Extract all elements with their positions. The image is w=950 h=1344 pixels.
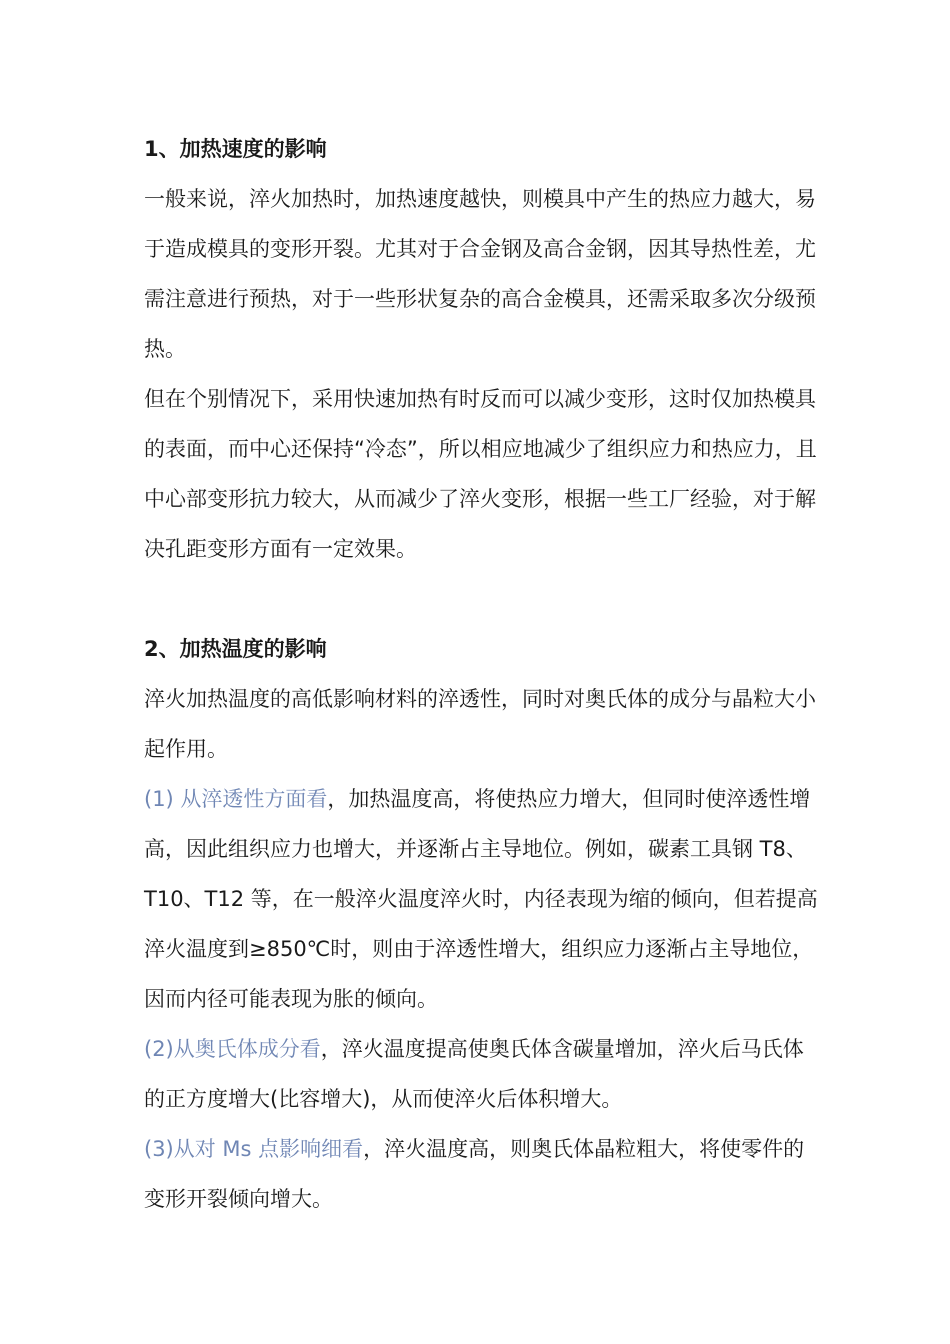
paragraph-heating-speed-1: 一般来说，淬火加热时，加热速度越快，则模具中产生的热应力越大，易于造成模具的变形开裂。尤其对于合金钢及高合金钢，因其导热性差，尤需注意进行预热，对于一些形状复杂的高合金模具，还需采取多次分级预热。: [144, 187, 816, 361]
section-heating-temperature: [144, 624, 824, 1224]
item-text-austenite-composition: ，淬火温度提高使奥氏体含碳量增加，淬火后马氏体的正方度增大(比容增大)，从而使淬火后体积增大。: [144, 1037, 804, 1111]
list-item-austenite-composition: [144, 1024, 824, 1124]
item-lead-ms-point: (3)从对 Ms 点影响细看: [144, 1137, 364, 1161]
item-lead-hardenability: (1) 从淬透性方面看: [144, 787, 328, 811]
item-lead-austenite-composition: (2)从奥氏体成分看: [144, 1037, 321, 1061]
paragraph-heating-speed-2: 但在个别情况下，采用快速加热有时反而可以减少变形，这时仅加热模具的表面，而中心还保持“冷态”，所以相应地减少了组织应力和热应力，且中心部变形抗力较大，从而减少了淬火变形，根据一些工厂经验，对于解决孔距变形方面有一定效果。: [144, 387, 817, 561]
item-text-ms-point: ，淬火温度高，则奥氏体晶粒粗大，将使零件的变形开裂倾向增大。: [144, 1137, 805, 1211]
section-heating-speed: [144, 124, 824, 574]
paragraph-heating-temperature-intro: 淬火加热温度的高低影响材料的淬透性，同时对奥氏体的成分与晶粒大小起作用。: [144, 687, 816, 761]
document-page: [144, 124, 824, 1224]
list-item-ms-point: [144, 1124, 824, 1224]
section-spacer: [144, 574, 824, 624]
section-title-heating-temperature: 2、加热温度的影响: [144, 637, 327, 661]
section-title-heating-speed: 1、加热速度的影响: [144, 137, 327, 161]
item-text-hardenability: ，加热温度高，将使热应力增大，但同时使淬透性增高，因此组织应力也增大，并逐渐占主导地位。例如，碳素工具钢 T8、T10、T12 等，在一般淬火温度淬火时，内径表现为缩的倾向，但若提高淬火温度到≥850℃时，则由于淬透性增大，组织应力逐渐占主导地位，因而内径可能表现为胀的倾向。: [144, 787, 818, 1011]
list-item-hardenability: [144, 774, 824, 1024]
